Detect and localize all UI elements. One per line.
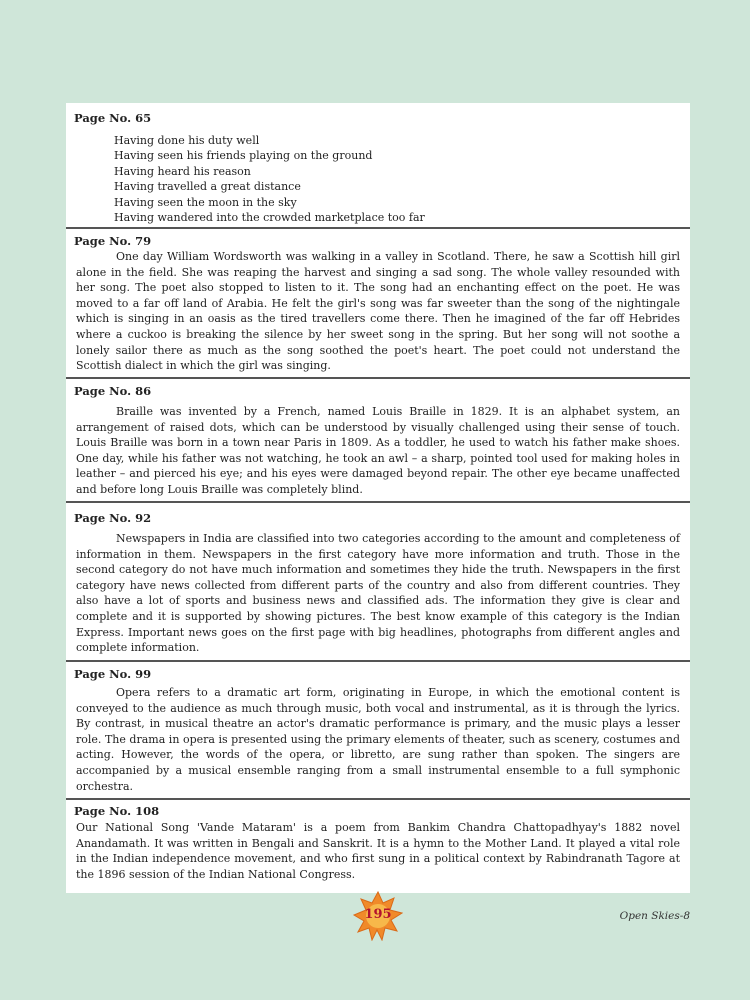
section-title: Page No. 108	[74, 804, 160, 818]
divider	[66, 501, 690, 503]
section-title: Page No. 65	[74, 111, 152, 125]
section-paragraph	[76, 249, 680, 374]
paragraph-text: Our National Song 'Vande Mataram' is a poem from Bankim Chandra Chattopadhyay's 1882 novel Anandamath. It was written in Bengali and Sanskrit. It is a hymn to the Mother Land. It played a vital role in the Indian independence movement, and who first sung in a political context by Rabindranath Tagore at the 1896 session of the Indian National Congress.	[76, 821, 680, 881]
section-title: Page No. 79	[74, 234, 152, 248]
book-title: Open Skies-8	[619, 910, 690, 922]
list-item: Having travelled a great distance	[114, 180, 301, 194]
paragraph-text: Newspapers in India are classified into two categories according to the amount and completeness of information in them. Newspapers in the first category have more information and truth. Those in the second category do not have much information and sometimes they hide the truth. Newspapers in the first category have news collected from different parts of the country and also from different countries. They also have a lot of sports and business news and classified ads. The information they give is clear and complete and it is supported by showing pictures. The best know example of this category is the Indian Express. Important news goes on the first page with big headlines, photographs from different angles and complete information.	[76, 532, 680, 655]
paragraph-text: Opera refers to a dramatic art form, originating in Europe, in which the emotional content is conveyed to the audience as much through music, both vocal and instrumental, as it is through the lyrics. By contrast, in musical theatre an actor's dramatic performance is primary, and the music plays a lesser role. The drama in opera is presented using the primary elements of theater, such as scenery, costumes and acting. However, the words of the opera, or libretto, are sung rather than spoken. The singers are accompanied by a musical ensemble ranging from a small instrumental ensemble to a full symphonic orchestra.	[76, 686, 680, 793]
divider	[66, 798, 690, 800]
section-paragraph	[76, 531, 680, 656]
page-number-badge	[353, 891, 403, 941]
list-item: Having done his duty well	[114, 134, 260, 147]
paragraph-text: Braille was invented by a French, named Louis Braille in 1829. It is an alphabet system, an arrangement of raised dots, which can be understood by visually challenged using their sense of touch. Louis Braille was born in a town near Paris in 1809. As a toddler, he used to watch his father make shoes. One day, while his father was not watching, he took an awl – a sharp, pointed tool used for making holes in leather – and pierced his eye; and his eyes were damaged beyond repair. The other eye became unaffected and before long Louis Braille was completely blind.	[76, 405, 680, 496]
phrase-list	[114, 133, 425, 225]
section-title: Page No. 86	[74, 384, 152, 398]
list-item: Having seen his friends playing on the ground	[114, 149, 373, 163]
section-paragraph	[76, 404, 680, 498]
list-item: Having heard his reason	[114, 164, 251, 178]
divider	[66, 660, 690, 662]
divider	[66, 227, 690, 229]
paragraph-text: One day William Wordsworth was walking in a valley in Scotland. There, he saw a Scottish hill girl alone in the field. She was reaping the harvest and singing a sad song. The whole valley resounded with her song. The poet also stopped to listen to it. The song had an enchanting effect on the poet. He was moved to a far off land of Arabia. He felt the girl's song was far sweeter than the song of the nightingale which is singing in an oasis as the tired travellers come there. Then he imagined of the far off Hebrides where a cuckoo is breaking the silence by her sweet song in the spring. But her song will not soothe a lonely sailor there as much as the song soothed the poet's heart. The poet could not understand the Scottish dialect in which the girl was singing.	[76, 250, 680, 373]
section-paragraph	[76, 820, 680, 882]
section-title: Page No. 99	[74, 667, 152, 681]
page-content	[66, 103, 690, 893]
page-number: 195	[364, 907, 392, 922]
list-item: Having wandered into the crowded marketplace too far	[114, 211, 425, 225]
divider	[66, 377, 690, 379]
section-title: Page No. 92	[74, 511, 152, 525]
section-paragraph	[76, 685, 680, 794]
list-item: Having seen the moon in the sky	[114, 195, 297, 209]
